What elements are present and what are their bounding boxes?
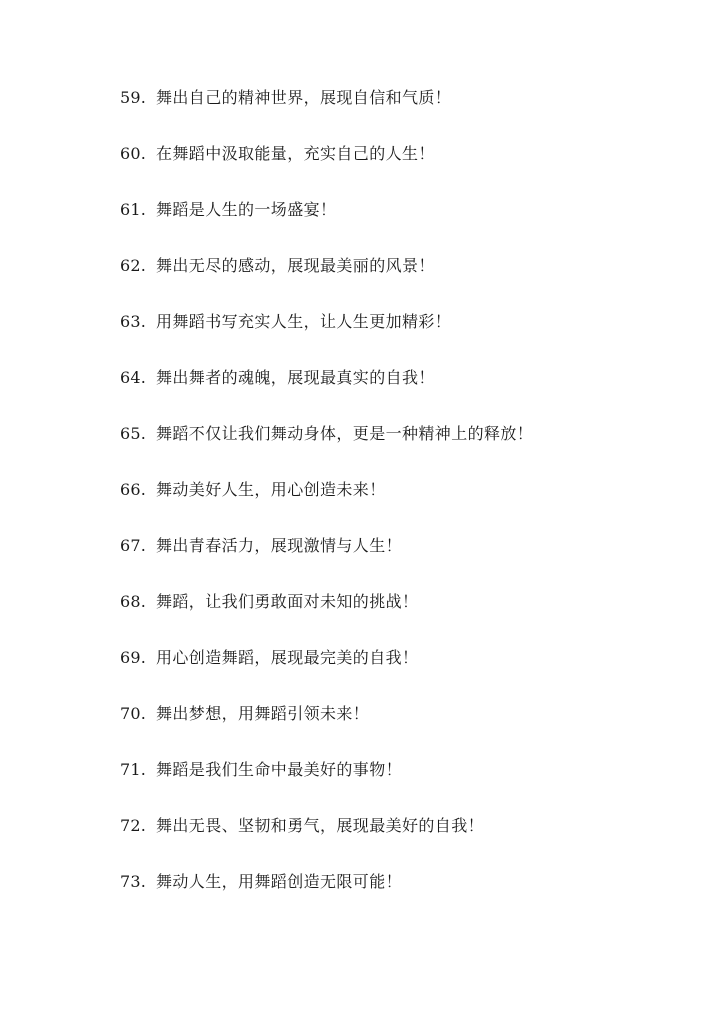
item-number: 69. [120, 648, 147, 667]
list-item [120, 702, 533, 758]
item-text: 舞蹈是我们生命中最美好的事物！ [156, 760, 403, 779]
list-item [120, 814, 533, 870]
item-number: 62. [120, 256, 147, 275]
item-number: 66. [120, 480, 147, 499]
item-text: 舞动美好人生，用心创造未来！ [156, 480, 386, 499]
list-item [120, 478, 533, 534]
item-text: 舞出无畏、坚韧和勇气，展现最美好的自我！ [156, 816, 485, 835]
item-text: 舞动人生，用舞蹈创造无限可能！ [156, 872, 403, 891]
list-item [120, 646, 533, 702]
item-text: 舞出无尽的感动，展现最美丽的风景！ [156, 256, 435, 275]
list-item [120, 310, 533, 366]
item-number: 73. [120, 872, 147, 891]
item-number: 60. [120, 144, 147, 163]
item-number: 65. [120, 424, 147, 443]
list-item [120, 366, 533, 422]
item-number: 67. [120, 536, 147, 555]
item-text: 用心创造舞蹈，展现最完美的自我！ [156, 648, 419, 667]
item-text: 舞出梦想，用舞蹈引领未来！ [156, 704, 370, 723]
item-text: 舞出青春活力，展现激情与人生！ [156, 536, 403, 555]
item-number: 68. [120, 592, 147, 611]
item-text: 用舞蹈书写充实人生，让人生更加精彩！ [156, 312, 452, 331]
item-number: 61. [120, 200, 147, 219]
item-text: 舞出舞者的魂魄，展现最真实的自我！ [156, 368, 435, 387]
list-item [120, 534, 533, 590]
item-text: 舞蹈，让我们勇敢面对未知的挑战！ [156, 592, 419, 611]
list-item [120, 758, 533, 814]
numbered-list [120, 86, 533, 926]
list-item [120, 198, 533, 254]
item-number: 70. [120, 704, 147, 723]
list-item [120, 142, 533, 198]
item-text: 在舞蹈中汲取能量，充实自己的人生！ [156, 144, 435, 163]
item-text: 舞出自己的精神世界，展现自信和气质！ [156, 88, 452, 107]
list-item [120, 422, 533, 478]
item-number: 72. [120, 816, 147, 835]
list-item [120, 870, 533, 926]
list-item [120, 590, 533, 646]
item-text: 舞蹈不仅让我们舞动身体，更是一种精神上的释放！ [156, 424, 534, 443]
list-item [120, 86, 533, 142]
list-item [120, 254, 533, 310]
item-number: 71. [120, 760, 147, 779]
item-number: 63. [120, 312, 147, 331]
item-number: 59. [120, 88, 147, 107]
item-text: 舞蹈是人生的一场盛宴！ [156, 200, 337, 219]
item-number: 64. [120, 368, 147, 387]
